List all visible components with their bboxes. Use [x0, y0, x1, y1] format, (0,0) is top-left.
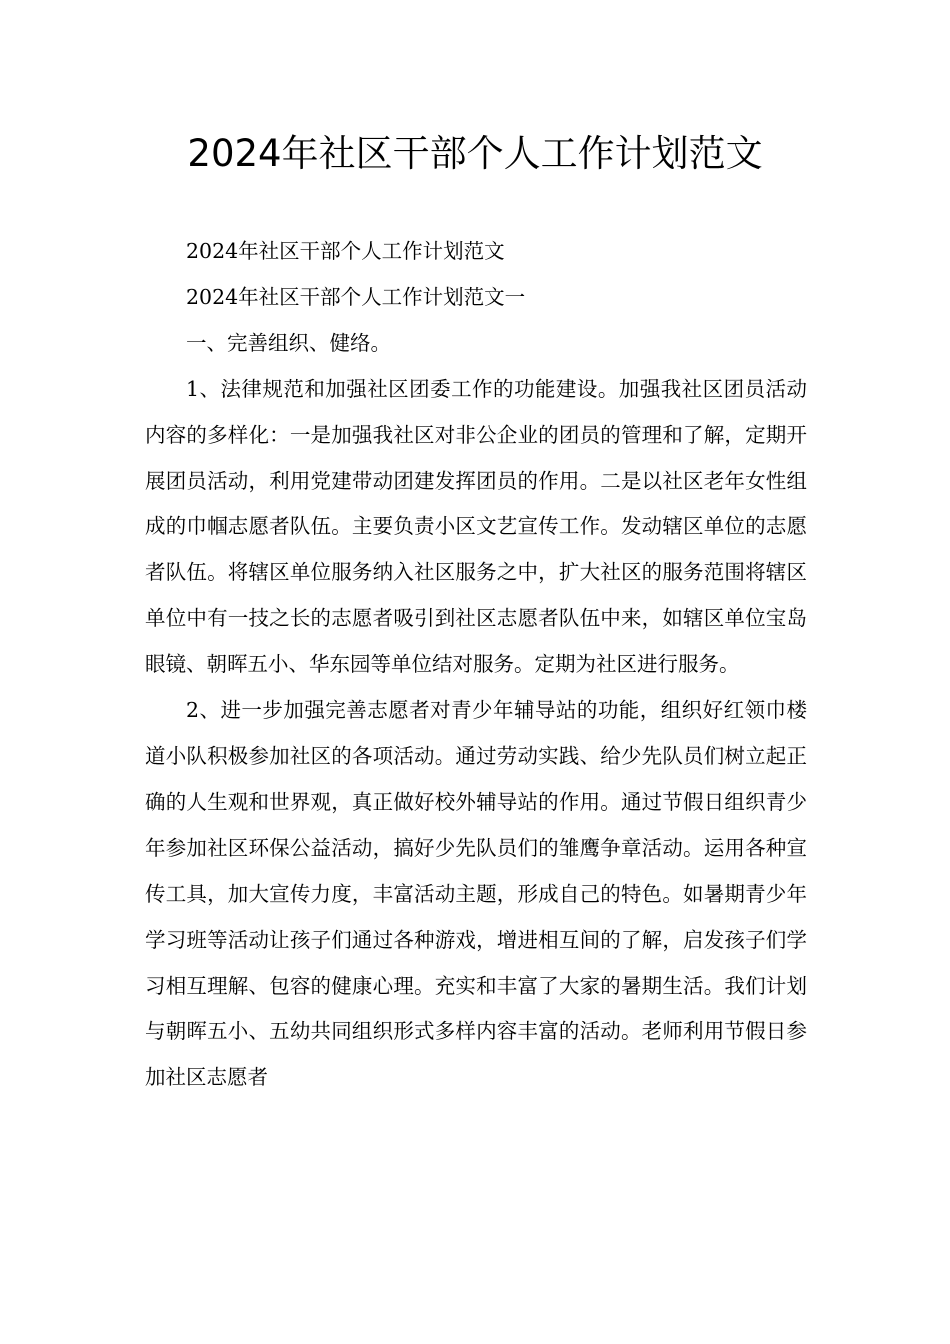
document-title: 2024年社区干部个人工作计划范文 [187, 132, 763, 175]
paragraph-item-2: 2、进一步加强完善志愿者对青少年辅导站的功能，组织好红领巾楼道小队积极参加社区的各项活动。通过劳动实践、给少先队员们树立起正确的人生观和世界观，真正做好校外辅导站的作用。通过节假日组织青少年参加社区环保公益活动，搞好少先队员们的雏鹰争章活动。运用各种宣传工具，加大宣传力度，丰富活动主题，形成自己的特色。如暑期青少年学习班等活动让孩子们通过各种游戏，增进相互间的了解，启发孩子们学习相互理解、包容的健康心理。充实和丰富了大家的暑期生活。我们计划与朝晖五小、五幼共同组织形式多样内容丰富的活动。老师利用节假日参加社区志愿者 [145, 698, 807, 1090]
document-body [145, 229, 807, 1101]
paragraph-heading-repeat: 2024年社区干部个人工作计划范文 [186, 239, 505, 263]
paragraph-subtitle: 2024年社区干部个人工作计划范文一 [186, 284, 526, 309]
paragraph-item-1: 1、法律规范和加强社区团委工作的功能建设。加强我社区团员活动内容的多样化：一是加强我社区对非公企业的团员的管理和了解，定期开展团员活动，利用党建带动团建发挥团员的作用。二是以社区老年女性组成的巾帼志愿者队伍。主要负责小区文艺宣传工作。发动辖区单位的志愿者队伍。将辖区单位服务纳入社区服务之中，扩大社区的服务范围将辖区单位中有一技之长的志愿者吸引到社区志愿者队伍中来，如辖区单位宝岛眼镜、朝晖五小、华东园等单位结对服务。定期为社区进行服务。 [145, 376, 807, 677]
paragraph-section-heading: 一、完善组织、健络。 [186, 330, 391, 355]
